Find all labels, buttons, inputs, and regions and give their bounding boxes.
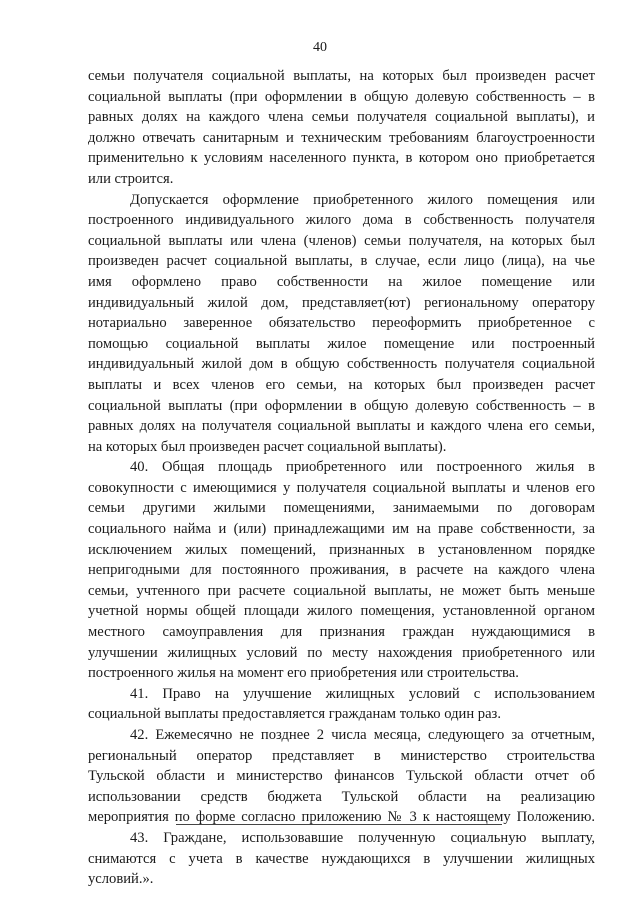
text-line: выплаты и всех членов его семьи, на которых был произведен расчет <box>88 376 595 393</box>
text-line: Тульской области и министерство финансов Тульской области отчет об <box>88 768 595 785</box>
text-line: или строится. <box>88 170 174 187</box>
text-line: семьи, учтенного при расчете социальной выплаты, не может быть меньше <box>88 582 595 599</box>
text-line: равных долях на получателя социальной выплаты и каждого члена его семьи, <box>88 418 595 435</box>
text-line: равных долях на каждого члена семьи получателя социальной выплаты), и <box>88 109 595 126</box>
text-line: 40. Общая площадь приобретенного или построенного жилья в <box>130 459 595 476</box>
text-line: улучшении жилищных условий по месту нахождения приобретенного или <box>88 644 595 661</box>
text-line: помощью социальной выплаты жилое помещение или построенный <box>88 335 595 352</box>
text-line: мероприятия по форме согласно приложению № 3 к настоящему Положению. <box>88 809 595 826</box>
text-line: на которых был произведен расчет социальной выплаты). <box>88 438 447 455</box>
document-body <box>88 66 595 890</box>
page-number: 40 <box>313 40 327 55</box>
text-line: социального найма и (или) принадлежащими им на праве собственности, за <box>88 521 595 538</box>
text-line: семьи другими жилыми помещениями, занимаемыми по договорам <box>88 500 595 517</box>
text-line: построенного индивидуального жилого дома в собственность получателя <box>88 212 595 229</box>
text-line: применительно к условиям населенного пункта, в котором оно приобретается <box>88 150 595 167</box>
text-line: использовании средств бюджета Тульской области на реализацию <box>88 788 595 805</box>
text-line: непригодными для постоянного проживания, в расчете на каждого члена <box>88 562 595 579</box>
text-line: семьи получателя социальной выплаты, на которых был произведен расчет <box>88 68 595 84</box>
text-line: должно отвечать санитарным и техническим требованиям благоустроенности <box>88 129 595 146</box>
closing-rule <box>176 824 502 825</box>
text-line: 42. Ежемесячно не позднее 2 числа месяца, следующего за отчетным, <box>130 727 595 743</box>
text-line: совокупности с имеющимися у получателя социальной выплаты и членов его <box>88 479 595 496</box>
text-line: нотариально заверенное обязательство переоформить приобретенное с <box>88 315 595 332</box>
text-line: условий.». <box>88 871 154 888</box>
text-line: социальной выплаты (при оформлении в общую долевую собственность – в <box>88 397 595 414</box>
text-line: социальной выплаты предоставляется гражданам только один раз. <box>88 706 501 723</box>
text-line: индивидуальный жилой дом, представляет(ют) региональному оператору <box>88 294 595 311</box>
text-line: индивидуальный жилой дом в общую собственность получателя социальной <box>88 356 595 373</box>
text-line: социальной выплаты или члена (членов) семьи получателя, на которых был <box>88 232 595 249</box>
text-line: социальной выплаты (при оформлении в общую долевую собственность – в <box>88 88 595 105</box>
text-line: построенного жилья на момент его приобретения или строительства. <box>88 665 519 682</box>
text-line: учетной нормы общей площади жилого помещения, установленной органом <box>88 603 595 620</box>
text-line: 41. Право на улучшение жилищных условий с использованием <box>130 685 595 702</box>
text-line: региональный оператор представляет в министерство строительства <box>88 747 595 764</box>
text-line: имя оформлено право собственности на жилое помещение или <box>88 273 595 290</box>
text-line: снимаются с учета в качестве нуждающихся в улучшении жилищных <box>88 850 595 867</box>
text-line: исключением жилых помещений, признанных в установленном порядке <box>88 541 595 558</box>
text-line: Допускается оформление приобретенного жилого помещения или <box>130 191 595 208</box>
text-line: 43. Граждане, использовавшие полученную социальную выплату, <box>130 829 595 846</box>
text-line: местного самоуправления для признания граждан нуждающимися в <box>88 624 595 641</box>
text-line: произведен расчет социальной выплаты, в случае, если лицо (лица), на чье <box>88 253 595 270</box>
